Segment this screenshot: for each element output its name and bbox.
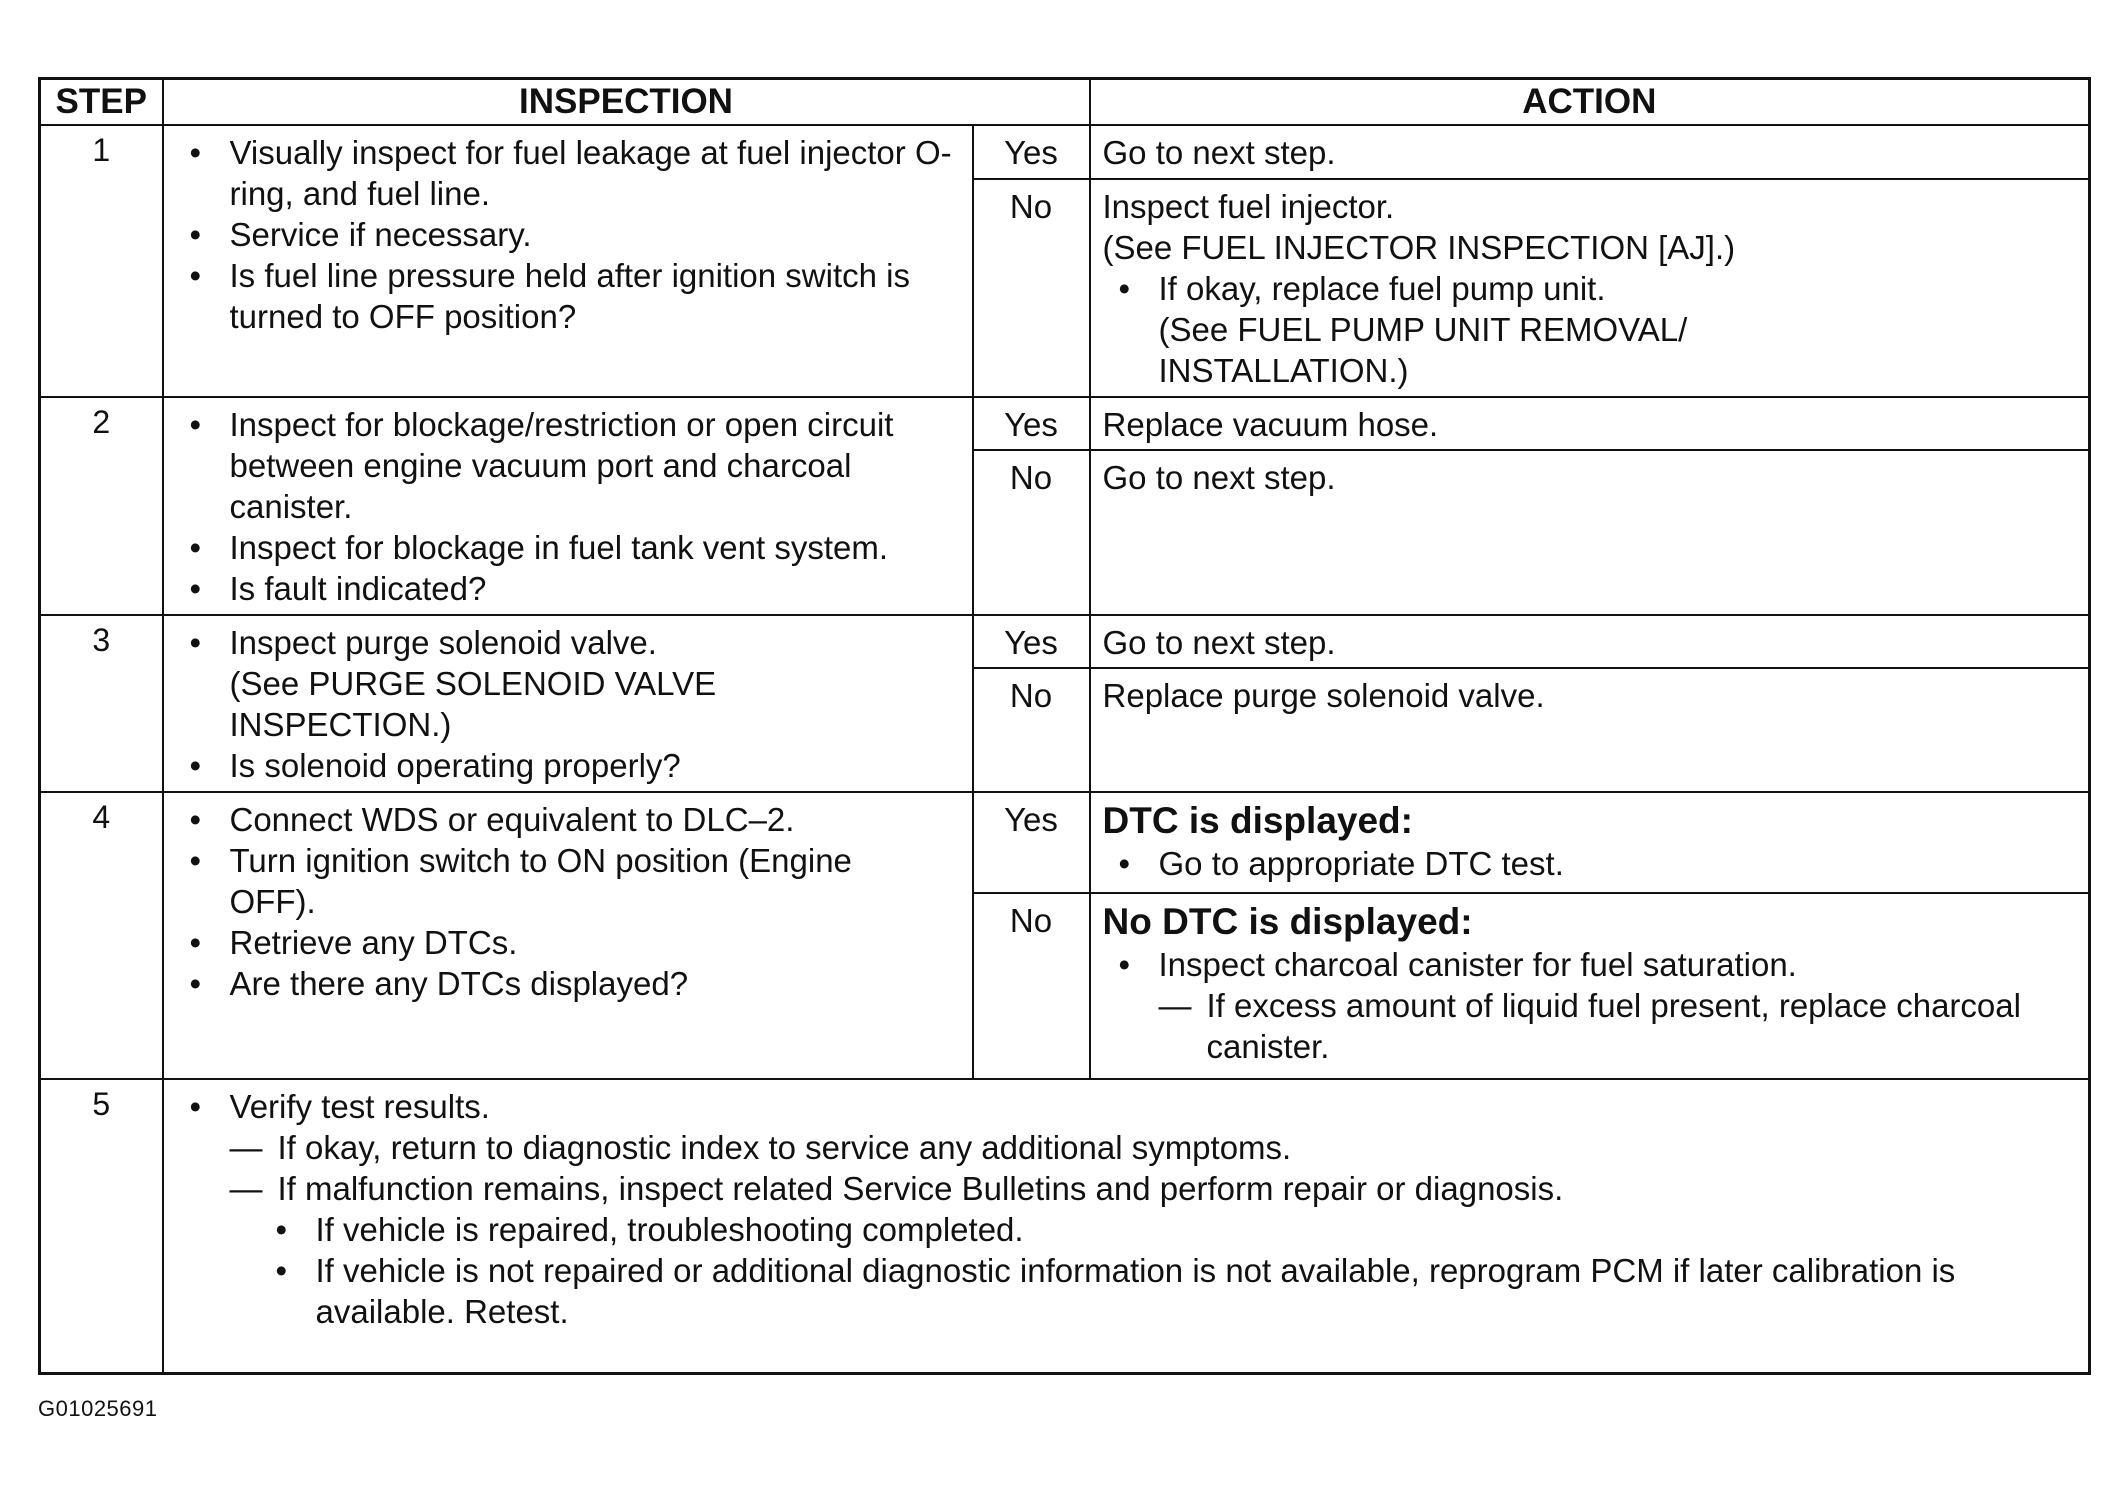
diagnostic-procedure-table (38, 77, 2091, 1375)
inspection-item: • Retrieve any DTCs. (182, 922, 962, 963)
inspection-cell (163, 792, 973, 1079)
figure-code: G01025691 (38, 1396, 158, 1421)
action-heading: DTC is displayed: (1102, 800, 1413, 841)
inspection-item: • Service if necessary. (182, 214, 962, 255)
inspection-item: • Is fuel line pressure held after ignition switch is turned to OFF position? (182, 255, 962, 337)
result-subitem: • If vehicle is repaired, troubleshooting completed. (268, 1209, 2079, 1250)
inspection-cell (163, 615, 973, 792)
inspection-item: • Turn ignition switch to ON position (Engine OFF). (182, 840, 930, 922)
inspection-item-text: • Inspect purge solenoid valve. (229, 623, 657, 661)
result-subitem: • If vehicle is not repaired or additional diagnostic information is not available, reprogram PCM if later calibration is available. Retest. (268, 1250, 1956, 1332)
step-number: 1 (40, 125, 163, 397)
yes-label: Yes (973, 615, 1090, 668)
table-row (40, 792, 2090, 893)
inspection-cell (163, 125, 973, 397)
action-heading: No DTC is displayed: (1102, 901, 1473, 943)
step-number: 4 (40, 792, 163, 1079)
action-item (1103, 268, 2079, 391)
inspection-item: • Verify test results. (182, 1086, 2079, 1127)
no-action (1090, 893, 2090, 1079)
action-subitem: — If excess amount of liquid fuel present, replace charcoal canister. (1159, 985, 2079, 1067)
yes-label: Yes (973, 125, 1090, 179)
no-label: No (973, 668, 1090, 792)
table-row (40, 397, 2090, 450)
action-item-text: • Inspect charcoal canister for fuel saturation. (1158, 946, 1797, 984)
inspection-item: • Are there any DTCs displayed? (182, 963, 962, 1004)
table-row (40, 615, 2090, 668)
no-label: No (973, 893, 1090, 1079)
action-reference: (See FUEL PUMP UNIT REMOVAL/ INSTALLATION.) (1158, 310, 1688, 389)
no-action (1090, 179, 2090, 397)
result-option: — If malfunction remains, inspect related Service Bulletins and perform repair or diagnosis. (230, 1168, 1578, 1209)
no-label: No (973, 179, 1090, 397)
table-row (40, 1079, 2090, 1373)
inspection-item: • Is fault indicated? (182, 568, 962, 609)
table-header-row (40, 79, 2090, 125)
inspection-item: • Connect WDS or equivalent to DLC–2. (182, 799, 962, 840)
inspection-item: • Inspect for blockage/restriction or open circuit between engine vacuum port and charcoal canister. (182, 404, 962, 527)
action-text: Inspect fuel injector. (1102, 187, 1395, 225)
inspection-item: • Inspect for blockage in fuel tank vent system. (182, 527, 962, 568)
yes-action: Go to next step. (1090, 125, 2090, 179)
step-number: 5 (40, 1079, 163, 1373)
yes-action (1090, 792, 2090, 893)
result-option: — If okay, return to diagnostic index to service any additional symptoms. (230, 1127, 2079, 1168)
no-action: Go to next step. (1090, 450, 2090, 615)
action-item-text: • If okay, replace fuel pump unit. (1158, 269, 1606, 307)
no-action: Replace purge solenoid valve. (1090, 668, 2090, 792)
step-number: 2 (40, 397, 163, 615)
yes-action: Go to next step. (1090, 615, 2090, 668)
no-label: No (973, 450, 1090, 615)
action-reference: (See FUEL INJECTOR INSPECTION [AJ].) (1102, 228, 1736, 266)
header-action: ACTION (1090, 79, 2090, 125)
action-item: • Go to appropriate DTC test. (1103, 843, 2079, 884)
header-step: STEP (40, 79, 163, 125)
inspection-item: • Is solenoid operating properly? (182, 745, 962, 786)
yes-label: Yes (973, 397, 1090, 450)
inspection-reference: (See PURGE SOLENOID VALVE INSPECTION.) (229, 664, 717, 743)
inspection-item (182, 622, 962, 745)
yes-action: Replace vacuum hose. (1090, 397, 2090, 450)
step-number: 3 (40, 615, 163, 792)
table-row (40, 125, 2090, 179)
inspection-item: • Visually inspect for fuel leakage at fuel injector O-ring, and fuel line. (182, 132, 962, 214)
header-inspection: INSPECTION (163, 79, 1090, 125)
verification-cell (163, 1079, 2090, 1373)
action-item (1103, 944, 2079, 1067)
yes-label: Yes (973, 792, 1090, 893)
inspection-cell (163, 397, 973, 615)
